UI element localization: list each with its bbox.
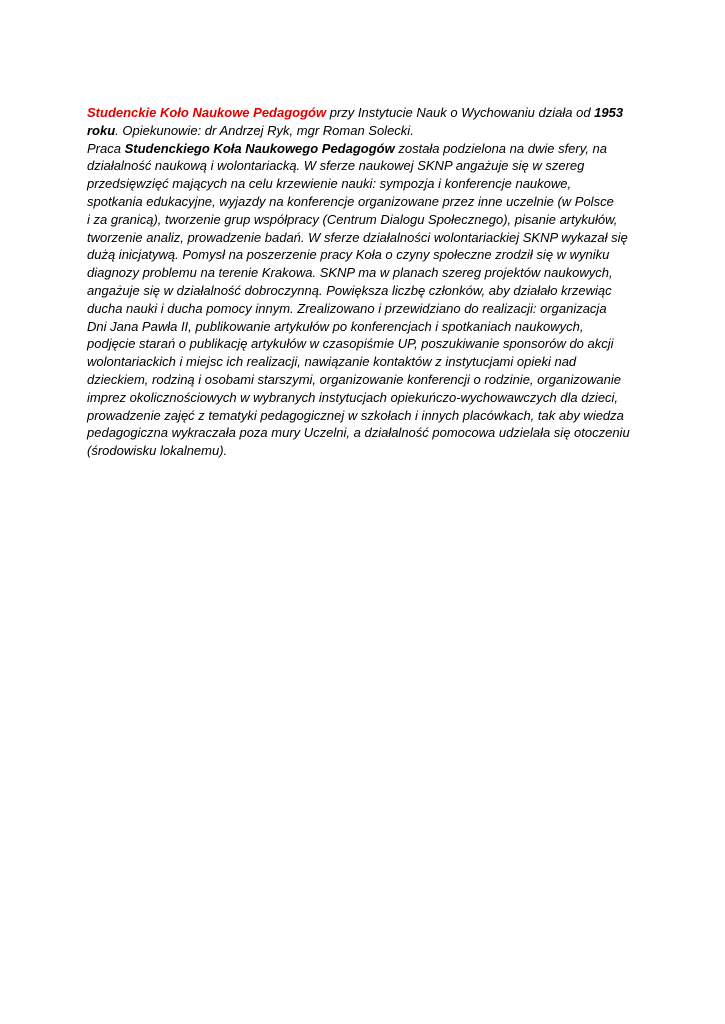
text-run: imprez okolicznościowych w wybranych instytucjach opiekuńczo-wychowawczych dla dzieci, bbox=[87, 389, 619, 405]
text-run: działalność naukową i wolontariacką. W sferze naukowej SKNP angażuje się w szereg bbox=[87, 158, 585, 174]
text-run: dużą inicjatywą. Pomysł na poszerzenie pracy Koła o czyny społeczne zrodził się w wyniku bbox=[87, 247, 610, 263]
paragraph-line bbox=[87, 407, 647, 425]
paragraph-line bbox=[87, 335, 647, 353]
paragraph-line bbox=[87, 193, 647, 211]
paragraph-line bbox=[87, 140, 647, 158]
text-run: Dni Jana Pawła II, publikowanie artykułów po konferencjach i spotkaniach naukowych, bbox=[87, 318, 584, 334]
bold-text-run: roku bbox=[87, 122, 116, 138]
text-run: angażuje się w działalność dobroczynną. Powiększa liczbę członków, aby działało krzewiąc bbox=[87, 282, 612, 298]
paragraph-line bbox=[87, 104, 647, 122]
text-run: prowadzenie zajęć z tematyki pedagogicznej w szkołach i innych placówkach, tak aby wiedza bbox=[87, 407, 624, 423]
paragraph-line bbox=[87, 229, 647, 247]
text-run: przy Instytucie Nauk o Wychowaniu działa od bbox=[326, 105, 595, 120]
paragraph-line bbox=[87, 157, 647, 175]
paragraph-line bbox=[87, 353, 647, 371]
bold-text-run: Studenckiego Koła Naukowego Pedagogów bbox=[124, 140, 395, 156]
text-run: tworzenie analiz, prowadzenie badań. W sferze działalności wolontariackiej SKNP wykazał się bbox=[87, 229, 628, 245]
paragraph-line bbox=[87, 264, 647, 282]
text-run: i za granicą), tworzenie grup współpracy (Centrum Dialogu Społecznego), pisanie artykułów, bbox=[87, 211, 618, 227]
paragraph-line bbox=[87, 318, 647, 336]
text-run: Praca bbox=[87, 140, 125, 156]
text-run: spotkania edukacyjne, wyjazdy na konferencje organizowane przez inne uczelnie (w Polsce bbox=[87, 193, 614, 209]
text-run: diagnozy problemu na terenie Krakowa. SKNP ma w planach szereg projektów naukowych, bbox=[87, 265, 613, 281]
text-run: dzieckiem, rodziną i osobami starszymi, organizowanie konferencji o rodzinie, organizowanie bbox=[87, 371, 621, 387]
text-run: pedagogiczna wykraczała poza mury Uczelni, a działalność pomocowa udzielała się otoczeniu bbox=[87, 425, 630, 441]
text-run: . Opiekunowie: dr Andrzej Ryk, mgr Roman Solecki. bbox=[115, 122, 414, 138]
paragraph-line bbox=[87, 175, 647, 193]
paragraph-line bbox=[87, 246, 647, 264]
text-run: została podzielona na dwie sfery, na bbox=[394, 140, 607, 156]
document-body bbox=[87, 104, 647, 460]
organization-name-highlight: Studenckie Koło Naukowe Pedagogów bbox=[87, 105, 327, 120]
paragraph-line bbox=[87, 442, 647, 460]
text-run: wolontariackich i miejsc ich realizacji, nawiązanie kontaktów z instytucjami opieki nad bbox=[87, 354, 577, 370]
text-run: ducha nauki i ducha pomocy innym. Zrealizowano i przewidziano do realizacji: organizacja bbox=[87, 300, 607, 316]
paragraph-line bbox=[87, 371, 647, 389]
paragraph-line bbox=[87, 424, 647, 442]
text-run: przedsięwzięć mających na celu krzewienie nauki: sympozja i konferencje naukowe, bbox=[87, 176, 572, 192]
paragraph-line bbox=[87, 300, 647, 318]
paragraph-line bbox=[87, 122, 647, 140]
bold-text-run: 1953 bbox=[594, 105, 624, 120]
paragraph-line bbox=[87, 389, 647, 407]
paragraph-line bbox=[87, 282, 647, 300]
text-run: podjęcie starań o publikację artykułów w czasopiśmie UP, poszukiwanie sponsorów do akcji bbox=[87, 336, 614, 352]
paragraph-line bbox=[87, 211, 647, 229]
text-run: (środowisku lokalnemu). bbox=[87, 443, 228, 459]
